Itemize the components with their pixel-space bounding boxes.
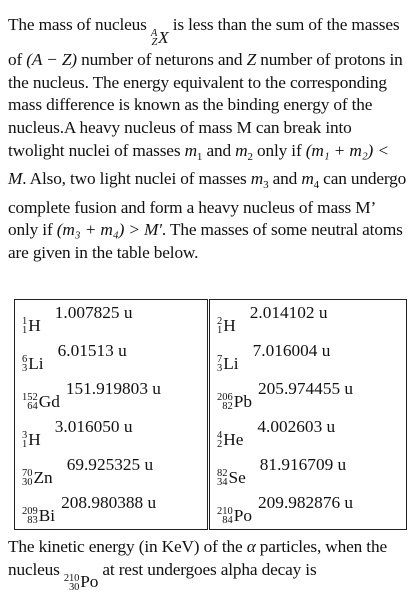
mass-value: 81.916709 u [259,455,347,475]
nucleus-symbol: 3 1 H [22,430,41,451]
table-row [15,491,407,530]
intro-text: number of neturons and [76,50,247,70]
nucleus-symbol: 70 30 Zn [22,468,53,489]
mass-value: 205.974455 u [258,378,354,398]
intro-paragraph [8,14,408,265]
table-cell [15,338,209,376]
mass-value: 208.980388 u [61,493,157,513]
question-text: particles, when the nucleus [8,537,387,579]
math-expression: (m₁ + m₂) < M [8,140,389,189]
intro-text: and [268,169,302,189]
math-variable: $m_3$ [250,169,269,192]
table-cell [209,338,407,376]
mass-value: 3.016050 u [54,417,133,437]
table-row [15,376,407,414]
mass-value: 7.016004 u [252,340,331,360]
intro-text: and [202,140,236,160]
table-cell [15,376,209,414]
table-cell [209,491,407,530]
mass-value: 4.002603 u [257,417,336,437]
mass-value: 151.919803 u [65,378,161,398]
nucleus-symbol: 6 3 Li [22,353,44,374]
table-cell [15,491,209,530]
table-row [15,300,407,339]
question-text: The kinetic energy (in KeV) of the [8,537,247,556]
mass-value: 209.982876 u [258,493,354,513]
math-variable: Z [246,50,257,70]
nucleus-symbol: 7 3 Li [217,353,239,374]
nucleus-symbol: 4 2 He [217,430,244,451]
nucleus-symbol: 210 30 Po [63,572,99,593]
table-cell [15,414,209,452]
intro-text: can undergo complete fusion and form a heavy nucleus of mass M’ only if [8,169,407,240]
math-variable: $m_2$ [235,140,253,163]
intro-text: . The masses of some neutral atoms are given in the table below. [8,220,403,263]
table-row [15,453,407,491]
nucleus-symbol: 1 1 H [22,315,41,336]
question-text: at rest undergoes alpha decay is [98,559,317,579]
nucleus-symbol: 2 1 H [217,315,236,336]
intro-text: is less than the sum of the masses of [8,15,400,70]
nucleus-symbol: 210 84 Po [217,506,253,527]
table-cell [209,376,407,414]
math-variable: $m_1$ [184,140,203,163]
table-row [15,414,407,452]
mass-value: 1.007825 u [54,302,133,322]
math-expression: (m₃ + m₄) > M′ [56,220,162,240]
mass-value: 69.925325 u [66,455,154,475]
nucleus-symbol: 206 82 Pb [217,391,253,412]
atomic-mass-table [14,299,407,530]
intro-text: only if [252,140,306,160]
mass-value: 2.014102 u [249,302,328,322]
nucleus-notation: A Z X [150,27,169,48]
math-variable: $m_4$ [301,169,320,192]
table-row [15,338,407,376]
table-cell [209,453,407,491]
nucleus-symbol: 152 64 Gd [22,391,60,412]
alpha-symbol: α [246,537,256,556]
nucleus-symbol: 209 83 Bi [22,506,56,527]
question-paragraph [8,536,408,594]
intro-text: The mass of nucleus [8,15,151,34]
intro-text: number of protons in the nucleus. The energy equivalent to the corresponding mass difference is known as the binding energy of the nucleus.A heavy nucleus of mass M can break into twolight nuclei of masses [8,50,403,160]
intro-text: . Also, two light nuclei of masses [22,169,251,189]
table-cell [15,300,209,339]
nucleus-symbol: 82 34 Se [217,468,246,489]
table-cell [209,414,407,452]
math-expression: (A − Z) [26,50,77,70]
table-cell [15,453,209,491]
mass-value: 6.01513 u [57,340,127,360]
table-cell [209,300,407,339]
